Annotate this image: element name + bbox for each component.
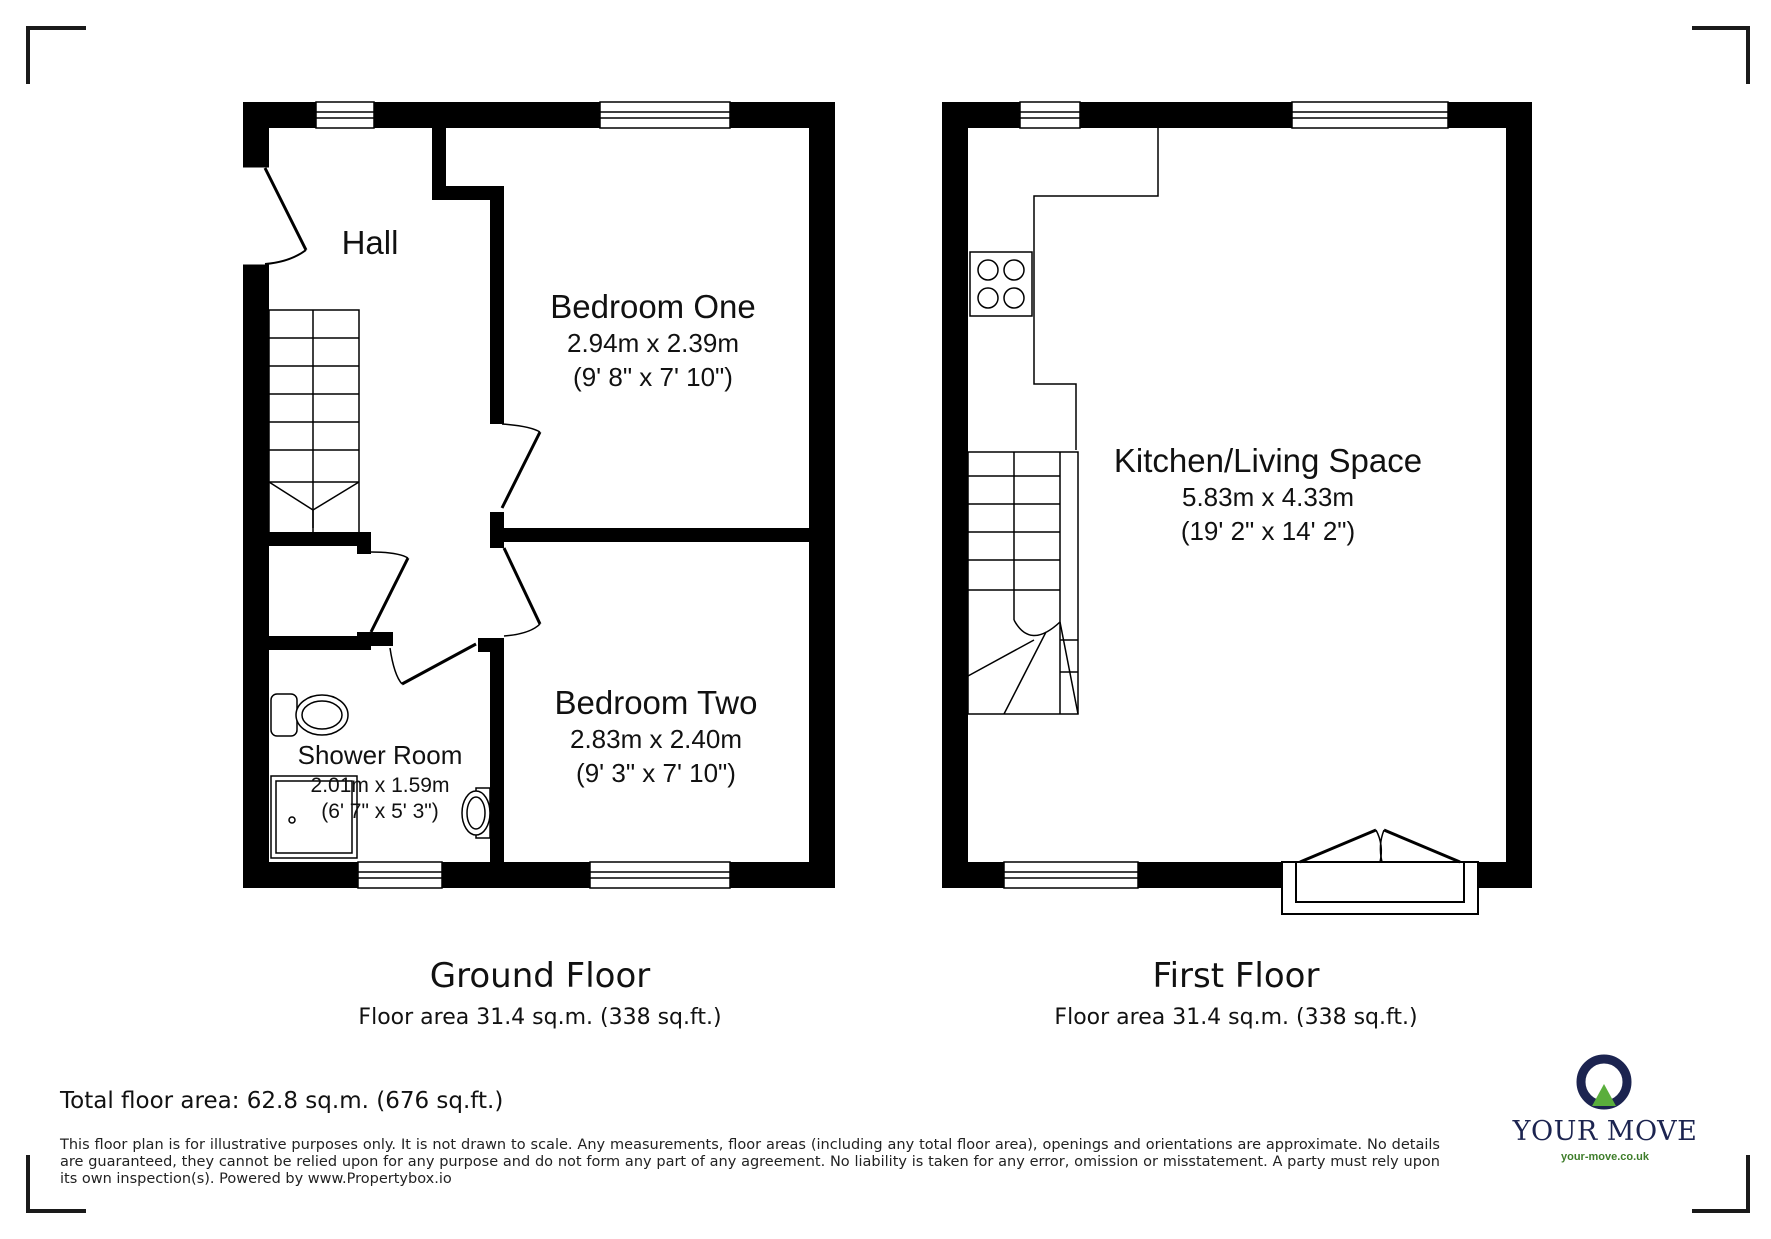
bedroom-one-label: Bedroom One [550, 288, 756, 325]
first-floor-plan [942, 102, 1532, 914]
kitchen-living-metric: 5.83m x 4.33m [1182, 482, 1354, 512]
first-window-small [1020, 102, 1080, 128]
ground-floor-stairs [269, 310, 359, 538]
ground-window-shower-room [358, 862, 442, 888]
basin-icon [462, 788, 490, 838]
toilet-icon [271, 694, 348, 736]
total-floor-area: Total floor area: 62.8 sq.m. (676 sq.ft.) [60, 1088, 504, 1114]
crop-marks [28, 28, 1748, 1211]
ground-floor-interior-doors [371, 424, 540, 684]
first-floor-stairs [968, 452, 1078, 714]
brand-url: your-move.co.uk [1560, 1151, 1650, 1163]
shower-room-label: Shower Room [297, 740, 463, 770]
bedroom-two-label: Bedroom Two [554, 684, 758, 721]
kitchen-living-label: Kitchen/Living Space [1113, 442, 1423, 479]
entrance-opening [243, 166, 269, 266]
kitchen-living-imperial: (19' 2" x 14' 2") [1180, 516, 1356, 546]
shower-room-imperial: (6' 7" x 5' 3") [321, 800, 439, 823]
ground-floor-title: Ground Floor [429, 956, 651, 996]
first-window-bottom [1004, 862, 1138, 888]
bedroom-one-imperial: (9' 8" x 7' 10") [573, 362, 733, 392]
hall-label: Hall [341, 224, 399, 261]
hob-icon [970, 252, 1032, 316]
ground-window-hall [316, 102, 374, 128]
ground-floor-outer-walls [243, 102, 835, 888]
ground-floor-plan [243, 102, 835, 888]
ground-window-bedroom-one [600, 102, 730, 128]
brand-name: YOUR MOVE [1512, 1116, 1698, 1147]
brand-block [1505, 1050, 1705, 1163]
shower-room-metric: 2.01m x 1.59m [310, 774, 450, 797]
french-doors [1282, 830, 1478, 914]
disclaimer-text: This floor plan is for illustrative purposes only. It is not drawn to scale. Any measurements, floor areas (including any total floor area), openings and orientations are approximate. No details are guaranteed, they cannot be relied upon for any purpose and do not form any part of any agreement. No liability is taken for any error, omission or misstatement. A party must rely upon its own inspection(s). Powered by www.Propertybox.io [60, 1137, 1440, 1187]
kitchen-counter [1034, 128, 1158, 450]
first-floor-title: First Floor [1152, 956, 1320, 996]
bedroom-two-metric: 2.83m x 2.40m [570, 724, 742, 754]
bedroom-one-metric: 2.94m x 2.39m [567, 328, 739, 358]
ground-floor-area: Floor area 31.4 sq.m. (338 sq.ft.) [358, 1005, 722, 1030]
bedroom-two-imperial: (9' 3" x 7' 10") [576, 758, 736, 788]
first-window-large [1292, 102, 1448, 128]
ground-window-bedroom-two [590, 862, 730, 888]
first-floor-area: Floor area 31.4 sq.m. (338 sq.ft.) [1054, 1005, 1418, 1030]
